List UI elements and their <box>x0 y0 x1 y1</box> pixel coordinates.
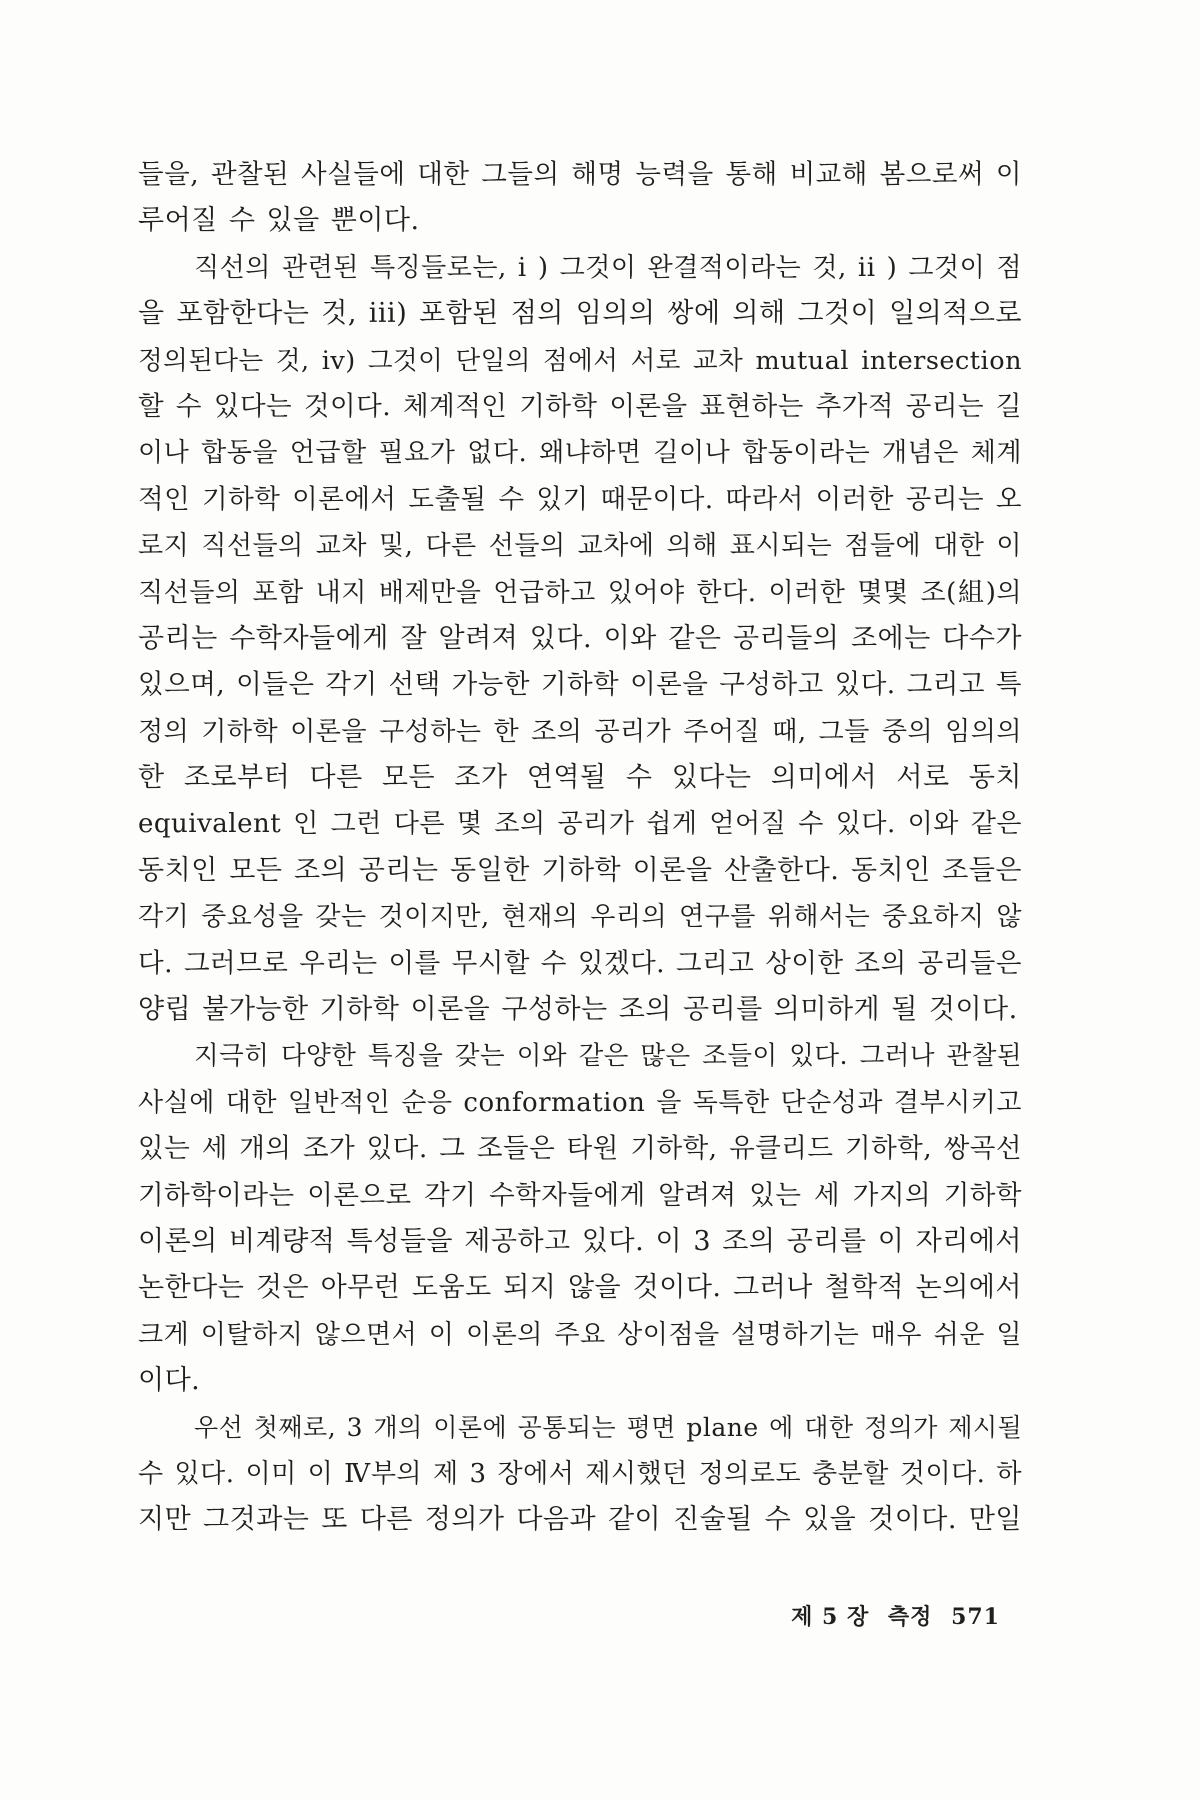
text-line: 정의 기하학 이론을 구성하는 한 조의 공리가 주어질 때, 그들 중의 임의의 <box>138 716 1022 747</box>
page-number: 571 <box>951 1604 1000 1630</box>
text-line: 동치인 모든 조의 공리는 동일한 기하학 이론을 산출한다. 동치인 조들은 <box>138 854 1022 886</box>
text-line: 기하학이라는 이론으로 각기 수학자들에게 알려져 있는 세 가지의 기하학 <box>138 1179 1022 1211</box>
text-line: 수 있다. 이미 이 Ⅳ부의 제 3 장에서 제시했던 정의로도 충분할 것이다. 하 <box>138 1458 1022 1489</box>
text-line: 이론의 비계량적 특성들을 제공하고 있다. 이 3 조의 공리를 이 자리에서 <box>138 1225 1022 1257</box>
text-line: 공리는 수학자들에게 잘 알려져 있다. 이와 같은 공리들의 조에는 다수가 <box>138 622 1022 654</box>
text-line: 지극히 다양한 특징을 갖는 이와 같은 많은 조들이 있다. 그러나 관찰된 <box>194 1041 1022 1072</box>
text-line: 논한다는 것은 아무런 도움도 되지 않을 것이다. 그러나 철학적 논의에서 <box>138 1272 1022 1304</box>
text-line: 이나 합동을 언급할 필요가 없다. 왜냐하면 길이나 합동이라는 개념은 체계 <box>138 438 1022 469</box>
text-line: 직선의 관련된 특징들로는, i ) 그것이 완결적이라는 것, ii ) 그것이 점 <box>194 252 1022 283</box>
text-line: 우선 첫째로, 3 개의 이론에 공통되는 평면 plane 에 대한 정의가 제시될 <box>194 1412 1022 1442</box>
text-line: 각기 중요성을 갖는 것이지만, 현재의 우리의 연구를 위해서는 중요하지 않 <box>138 902 1022 933</box>
text-line: 루어질 수 있을 뿐이다. <box>138 205 420 237</box>
text-line: 들을, 관찰된 사실들에 대한 그들의 해명 능력을 통해 비교해 봄으로써 이 <box>138 159 1022 190</box>
text-line: 한 조로부터 다른 모든 조가 연역될 수 있다는 의미에서 서로 동치 <box>138 762 1022 794</box>
footer-title: 측정 <box>887 1604 933 1630</box>
text-line: 크게 이탈하지 않으면서 이 이론의 주요 상이점을 설명하기는 매우 쉬운 일 <box>138 1319 1022 1350</box>
text-line: 있는 세 개의 조가 있다. 그 조들은 타원 기하학, 유클리드 기하학, 쌍곡선 <box>138 1133 1022 1165</box>
text-line: equivalent 인 그런 다른 몇 조의 공리가 쉽게 얻어질 수 있다. 이와 같은 <box>138 809 1022 840</box>
text-line: 로지 직선들의 교차 및, 다른 선들의 교차에 의해 표시되는 점들에 대한 이 <box>138 531 1022 562</box>
text-line: 직선들의 포함 내지 배제만을 언급하고 있어야 한다. 이러한 몇몇 조(組)의 <box>138 577 1022 608</box>
text-line: 이다. <box>138 1365 201 1397</box>
text-line: 할 수 있다는 것이다. 체계적인 기하학 이론을 표현하는 추가적 공리는 길 <box>138 390 1022 422</box>
page-footer <box>700 1600 1000 1631</box>
text-line: 적인 기하학 이론에서 도출될 수 있기 때문이다. 따라서 이러한 공리는 오 <box>138 483 1022 515</box>
text-line: 사실에 대한 일반적인 순응 conformation 을 독특한 단순성과 결부시키고 <box>138 1087 1022 1118</box>
footer-chapter: 제 5 장 <box>791 1604 870 1630</box>
text-line: 을 포함한다는 것, iii) 포함된 점의 임의의 쌍에 의해 그것이 일의적으로 <box>138 298 1022 330</box>
text-line: 다. 그러므로 우리는 이를 무시할 수 있겠다. 그리고 상이한 조의 공리들은 <box>138 947 1022 979</box>
text-line: 정의된다는 것, iv) 그것이 단일의 점에서 서로 교차 mutual intersection <box>138 345 1022 376</box>
text-line: 양립 불가능한 기하학 이론을 구성하는 조의 공리를 의미하게 될 것이다. <box>138 994 1018 1026</box>
text-line: 지만 그것과는 또 다른 정의가 다음과 같이 진술될 수 있을 것이다. 만일 <box>138 1504 1022 1536</box>
body-text <box>138 152 1022 1544</box>
text-line: 있으며, 이들은 각기 선택 가능한 기하학 이론을 구성하고 있다. 그리고 특 <box>138 669 1022 701</box>
